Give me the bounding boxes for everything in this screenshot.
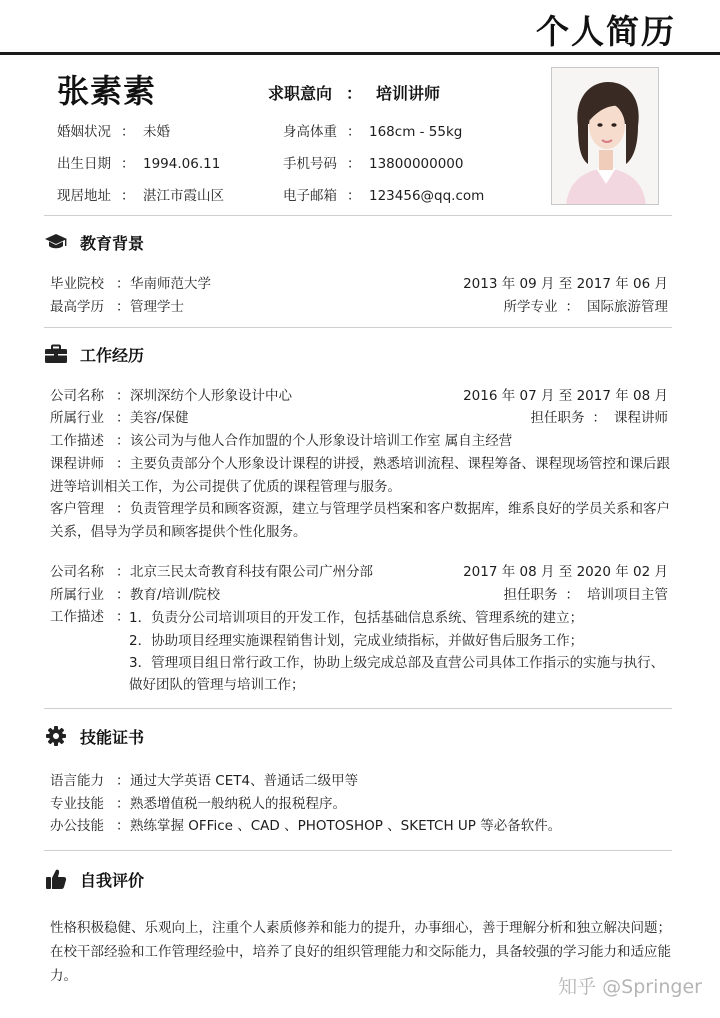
info-value: 168cm - 55kg — [369, 124, 463, 140]
job-industry-value: 美容/保健 — [130, 410, 189, 426]
skill-value: 熟悉增值税一般纳税人的报税程序。 — [130, 796, 346, 812]
job-2-duty-2: 2．协助项目经理实施课程销售计划，完成业绩指标，并做好售后服务工作； — [129, 633, 584, 649]
job-company-label: 公司名称 — [50, 388, 104, 404]
info-colon: ： — [347, 124, 361, 140]
header-divider — [0, 52, 720, 55]
job-position-label: 担任职务 — [530, 410, 585, 426]
job-desc-label: 工作描述 — [50, 433, 104, 449]
job-desc-label: 工作描述 — [50, 609, 104, 625]
job-period: 2017 年 08 月 至 2020 年 02 月 — [463, 564, 668, 580]
info-colon: ： — [121, 124, 135, 140]
job-2-industry-row — [50, 585, 668, 605]
edu-school-label: 毕业院校 — [50, 276, 104, 292]
edu-colon: ： — [565, 299, 579, 315]
section-education-header — [44, 231, 144, 253]
job-extra-label: 客户管理 — [50, 501, 104, 517]
job-company-value: 深圳深纺个人形象设计中心 — [130, 388, 292, 404]
graduation-cap-icon — [44, 231, 68, 253]
info-value: 未婚 — [143, 124, 170, 140]
job-1-client-para — [50, 498, 674, 544]
job-position-label: 担任职务 — [503, 587, 558, 603]
job-industry-label: 所属行业 — [50, 410, 104, 426]
section-self-header — [44, 868, 144, 890]
job-company-value: 北京三民太奇教育科技有限公司广州分部 — [130, 564, 373, 580]
info-label: 身高体重 — [283, 124, 337, 140]
edu-major-label: 所学专业 — [503, 299, 558, 315]
skill-label: 语言能力 — [50, 773, 104, 789]
job-colon: ： — [116, 564, 130, 580]
section-self-title: 自我评价 — [80, 870, 145, 890]
info-phone — [283, 152, 463, 172]
info-label: 出生日期 — [57, 156, 111, 172]
job-2-duty-1: 1．负责分公司培训项目的开发工作，包括基础信息系统、管理系统的建立； — [129, 610, 584, 626]
page-title: 个人简历 — [536, 12, 676, 51]
job-position-value: 课程讲师 — [614, 410, 668, 426]
section-skills-title: 技能证书 — [80, 727, 145, 747]
info-colon: ： — [347, 156, 361, 172]
job-1-company-row — [50, 386, 668, 406]
info-colon: ： — [121, 156, 135, 172]
edu-school-value: 华南师范大学 — [130, 276, 211, 292]
edu-degree-row — [50, 297, 668, 317]
section-work-title: 工作经历 — [80, 345, 145, 365]
job-extra-text: 负责管理学员和顾客资源，建立与管理学员档案和客户数据库，维系良好的学员关系和客户关系，倡导为学员和顾客提供个性化服务。 — [50, 501, 670, 540]
section-education-title: 教育背景 — [80, 233, 145, 253]
skill-row-office — [50, 816, 668, 836]
info-colon: ： — [347, 188, 361, 204]
skill-value: 熟练掌握 OFFice 、CAD 、PHOTOSHOP 、SKETCH UP 等必备软件。 — [130, 818, 562, 834]
profile-photo-drawing — [552, 68, 659, 205]
skill-colon: ： — [116, 773, 130, 789]
divider — [44, 850, 672, 851]
job-colon: ： — [116, 501, 130, 517]
job-colon: ： — [116, 609, 130, 625]
skill-row-professional — [50, 794, 668, 814]
info-label: 电子邮箱 — [283, 188, 337, 204]
skill-colon: ： — [116, 818, 130, 834]
job-industry-label: 所属行业 — [50, 587, 104, 603]
section-skills-header — [44, 725, 144, 747]
job-colon: ： — [116, 456, 130, 472]
job-colon: ： — [116, 388, 130, 404]
info-height-weight — [283, 120, 462, 140]
job-period: 2016 年 07 月 至 2017 年 08 月 — [463, 388, 668, 404]
job-2-company-row — [50, 562, 668, 582]
profile-photo — [551, 67, 659, 205]
candidate-name: 张素素 — [57, 72, 157, 110]
watermark: 知乎 @Springer — [558, 976, 702, 998]
skill-label: 办公技能 — [50, 818, 104, 834]
job-colon: ： — [592, 410, 606, 426]
info-address — [57, 184, 224, 204]
divider — [44, 215, 672, 216]
skill-row-language — [50, 771, 668, 791]
job-colon: ： — [565, 587, 579, 603]
job-industry-value: 教育/培训/院校 — [130, 587, 221, 603]
job-intent-label: 求职意向 — [268, 84, 333, 103]
job-position-value: 培训项目主管 — [587, 587, 668, 603]
edu-period: 2013 年 09 月 至 2017 年 06 月 — [463, 276, 668, 292]
info-colon: ： — [121, 188, 135, 204]
info-label: 手机号码 — [283, 156, 337, 172]
edu-colon: ： — [116, 299, 130, 315]
job-desc-value: 该公司为与他人合作加盟的个人形象设计培训工作室 属自主经营 — [130, 433, 513, 449]
divider — [44, 327, 672, 328]
job-intent-colon: ： — [346, 84, 363, 103]
divider — [44, 708, 672, 709]
edu-major — [504, 297, 669, 317]
edu-degree-value: 管理学士 — [130, 299, 184, 315]
briefcase-icon — [44, 343, 68, 365]
skill-label: 专业技能 — [50, 796, 104, 812]
info-value: 湛江市霞山区 — [143, 188, 224, 204]
job-intent-value: 培训讲师 — [376, 84, 441, 103]
job-colon: ： — [116, 587, 130, 603]
job-position — [531, 408, 669, 428]
job-extra-text: 主要负责部分个人形象设计课程的讲授，熟悉培训流程、课程筹备、课程现场管控和课后跟进等培训相关工作，为公司提供了优质的课程管理与服务。 — [50, 456, 670, 495]
job-1-desc-row — [50, 431, 668, 451]
job-2-duty-3: 3．管理项目组日常行政工作，协助上级完成总部及直营公司具体工作指示的实施与执行、 做好团队的管理与培训工作； — [129, 655, 665, 693]
info-birthdate — [57, 152, 220, 172]
self-evaluation-text: 性格积极稳健、乐观向上，注重个人素质修养和能力的提升，办事细心，善于理解分析和独立解决问题；在校干部经验和工作管理经验中，培养了良好的组织管理能力和交际能力，具备较强的学习能力和适应能力。 — [50, 920, 671, 984]
edu-school-row — [50, 274, 668, 294]
job-colon: ： — [116, 433, 130, 449]
info-label: 现居地址 — [57, 188, 111, 204]
info-label: 婚姻状况 — [57, 124, 111, 140]
job-1-lecturer-para — [50, 453, 674, 499]
job-colon: ： — [116, 410, 130, 426]
gear-icon — [44, 725, 68, 747]
skill-value: 通过大学英语 CET4、普通话二级甲等 — [130, 773, 359, 789]
edu-colon: ： — [116, 276, 130, 292]
info-marital — [57, 120, 170, 140]
job-extra-label: 课程讲师 — [50, 456, 104, 472]
edu-degree-label: 最高学历 — [50, 299, 104, 315]
info-value: 13800000000 — [369, 156, 464, 172]
job-company-label: 公司名称 — [50, 564, 104, 580]
skill-colon: ： — [116, 796, 130, 812]
section-work-header — [44, 343, 144, 365]
job-1-industry-row — [50, 408, 668, 428]
job-position — [504, 585, 669, 605]
info-value: 123456@qq.com — [369, 188, 485, 204]
edu-major-value: 国际旅游管理 — [587, 299, 668, 315]
job-intent — [268, 81, 440, 104]
info-email — [283, 184, 484, 204]
thumbs-up-icon — [44, 868, 68, 890]
info-value: 1994.06.11 — [143, 156, 221, 172]
